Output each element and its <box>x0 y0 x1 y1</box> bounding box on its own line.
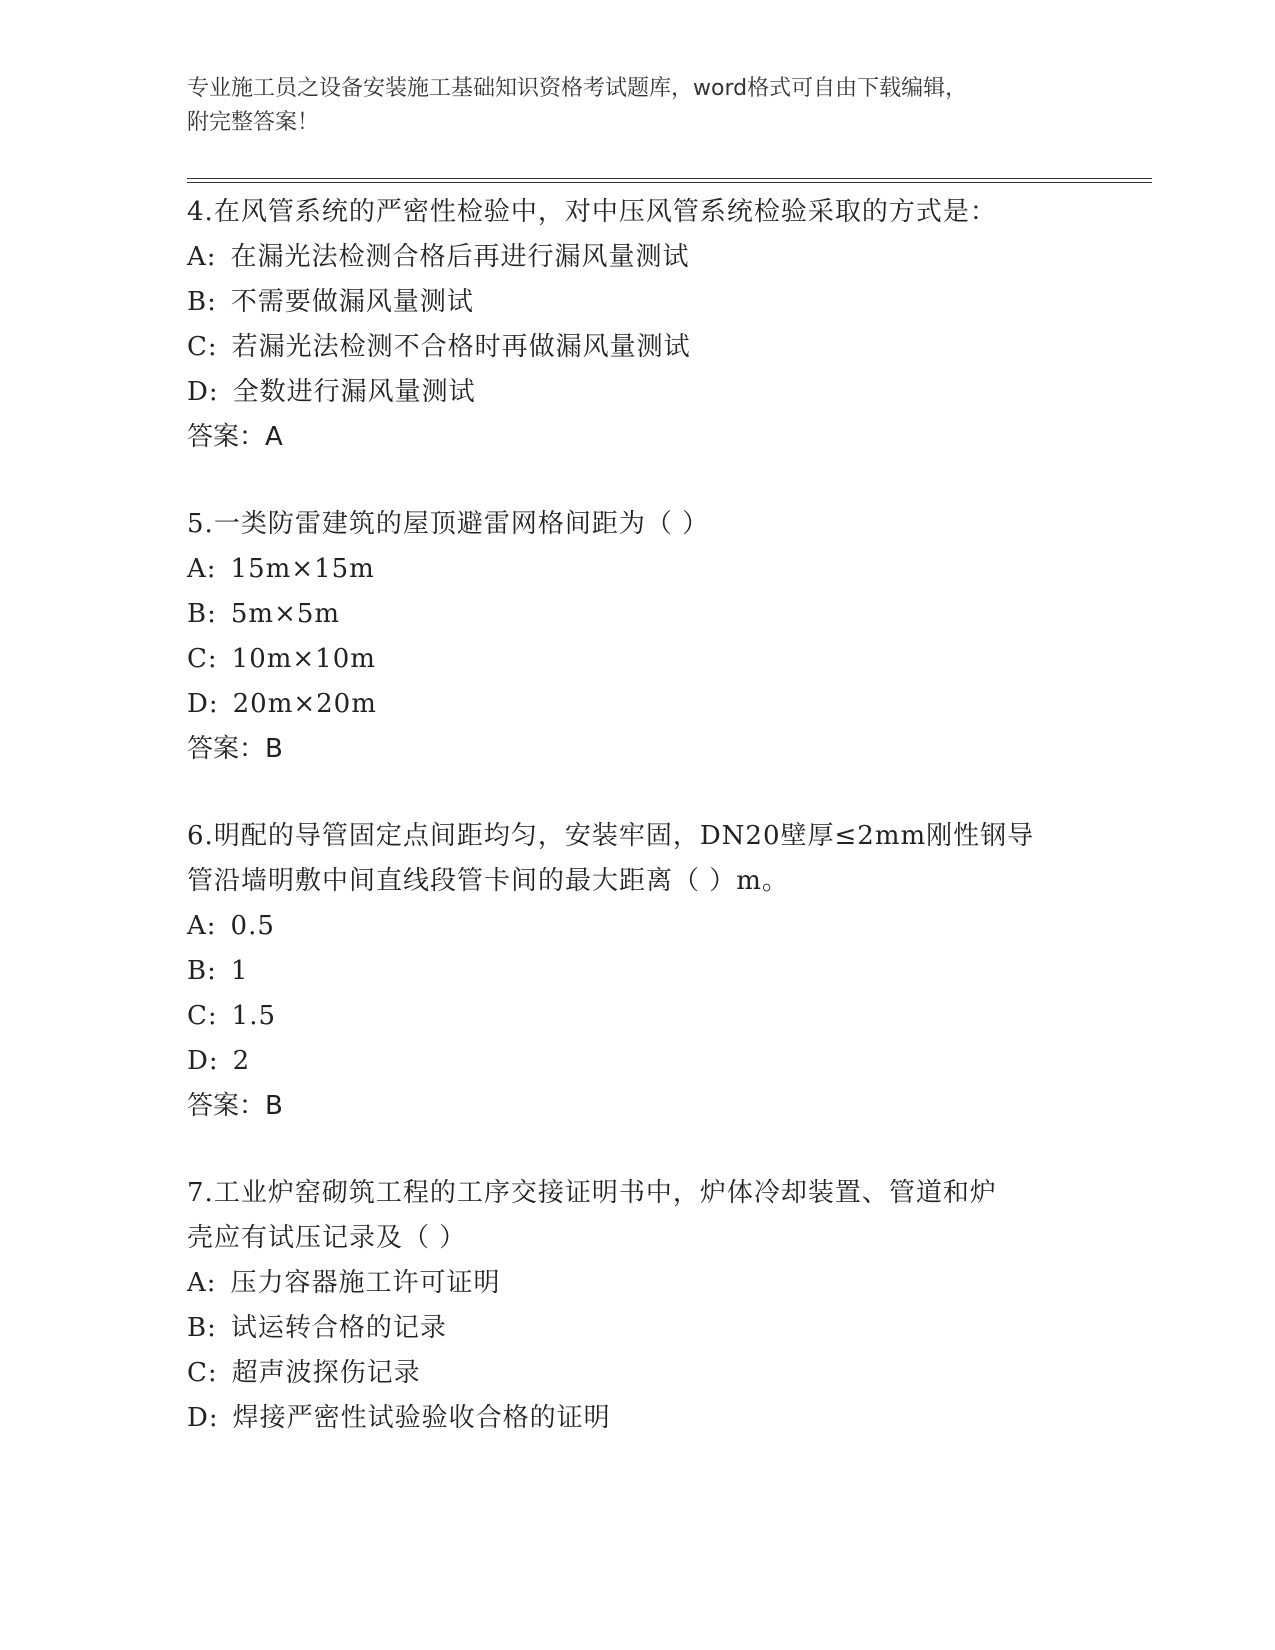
option-b <box>187 1306 1087 1351</box>
answer-line <box>187 727 1087 772</box>
option-text: 压力容器施工许可证明 <box>230 1268 501 1298</box>
question-text-line-1: 明配的导管固定点间距均匀，安装牢固，DN20壁厚≤2mm刚性钢导 <box>213 821 1035 851</box>
option-a <box>187 547 1087 592</box>
option-label: B: <box>187 1313 217 1343</box>
option-label: A: <box>187 554 217 584</box>
question-text: 一类防雷建筑的屋顶避雷网格间距为（ ） <box>213 509 710 539</box>
option-text: 全数进行漏风量测试 <box>232 377 476 407</box>
option-d <box>187 370 1087 415</box>
question-stem <box>187 814 1087 859</box>
option-label: C: <box>187 644 218 674</box>
option-d <box>187 1039 1087 1084</box>
option-label: C: <box>187 1001 218 1031</box>
question-text-line-2: 壳应有试压记录及（ ） <box>187 1223 467 1253</box>
option-d <box>187 1396 1087 1441</box>
question-6 <box>187 814 1087 1129</box>
answer-value: A <box>265 422 283 452</box>
option-a <box>187 1261 1087 1306</box>
option-label: B: <box>187 287 217 317</box>
answer-prefix: 答案： <box>187 734 266 764</box>
option-label: A: <box>187 911 217 941</box>
option-b <box>187 949 1087 994</box>
option-text: 2 <box>232 1046 251 1076</box>
header-line-2: 附完整答案！ <box>187 110 320 135</box>
option-label: B: <box>187 599 217 629</box>
question-stem <box>187 502 1087 547</box>
option-c <box>187 325 1087 370</box>
answer-prefix: 答案： <box>187 1091 266 1121</box>
option-label: D: <box>187 377 219 407</box>
answer-value: B <box>265 1091 283 1121</box>
question-4 <box>187 190 1087 460</box>
option-text: 15m×15m <box>230 554 375 584</box>
option-text: 焊接严密性试验验收合格的证明 <box>232 1403 611 1433</box>
question-number: 5. <box>187 509 214 539</box>
option-a <box>187 904 1087 949</box>
option-label: D: <box>187 1403 219 1433</box>
question-stem <box>187 190 1087 235</box>
question-stem <box>187 1171 1087 1216</box>
answer-value: B <box>265 734 283 764</box>
option-text: 20m×20m <box>232 689 377 719</box>
option-c <box>187 994 1087 1039</box>
option-label: C: <box>187 332 218 362</box>
question-list <box>187 190 1087 1483</box>
option-label: D: <box>187 689 219 719</box>
answer-line <box>187 415 1087 460</box>
option-a <box>187 235 1087 280</box>
question-7 <box>187 1171 1087 1441</box>
option-label: B: <box>187 956 217 986</box>
option-label: D: <box>187 1046 219 1076</box>
question-text-line-2: 管沿墙明敷中间直线段管卡间的最大距离（ ）m。 <box>187 866 789 896</box>
option-text: 1 <box>230 956 249 986</box>
answer-line <box>187 1084 1087 1129</box>
question-text: 在风管系统的严密性检验中，对中压风管系统检验采取的方式是： <box>213 197 997 227</box>
option-text: 5m×5m <box>230 599 341 629</box>
question-number: 4. <box>187 197 214 227</box>
header-line-1: 专业施工员之设备安装施工基础知识资格考试题库，word格式可自由下载编辑， <box>187 76 968 101</box>
option-text: 0.5 <box>230 911 275 941</box>
option-label: A: <box>187 242 217 272</box>
document-header <box>187 72 1087 140</box>
question-number: 7. <box>187 1178 214 1208</box>
option-text: 超声波探伤记录 <box>231 1358 421 1388</box>
option-label: C: <box>187 1358 218 1388</box>
option-b <box>187 592 1087 637</box>
option-text: 若漏光法检测不合格时再做漏风量测试 <box>231 332 691 362</box>
question-number: 6. <box>187 821 214 851</box>
option-text: 10m×10m <box>231 644 376 674</box>
option-text: 试运转合格的记录 <box>230 1313 447 1343</box>
option-b <box>187 280 1087 325</box>
option-c <box>187 637 1087 682</box>
option-text: 1.5 <box>231 1001 277 1031</box>
header-divider <box>187 178 1152 183</box>
answer-prefix: 答案： <box>187 422 266 452</box>
question-5 <box>187 502 1087 772</box>
option-label: A: <box>187 1268 217 1298</box>
option-c <box>187 1351 1087 1396</box>
question-text-line-1: 工业炉窑砌筑工程的工序交接证明书中，炉体冷却装置、管道和炉 <box>213 1178 997 1208</box>
option-d <box>187 682 1087 727</box>
option-text: 在漏光法检测合格后再进行漏风量测试 <box>230 242 690 272</box>
option-text: 不需要做漏风量测试 <box>230 287 474 317</box>
